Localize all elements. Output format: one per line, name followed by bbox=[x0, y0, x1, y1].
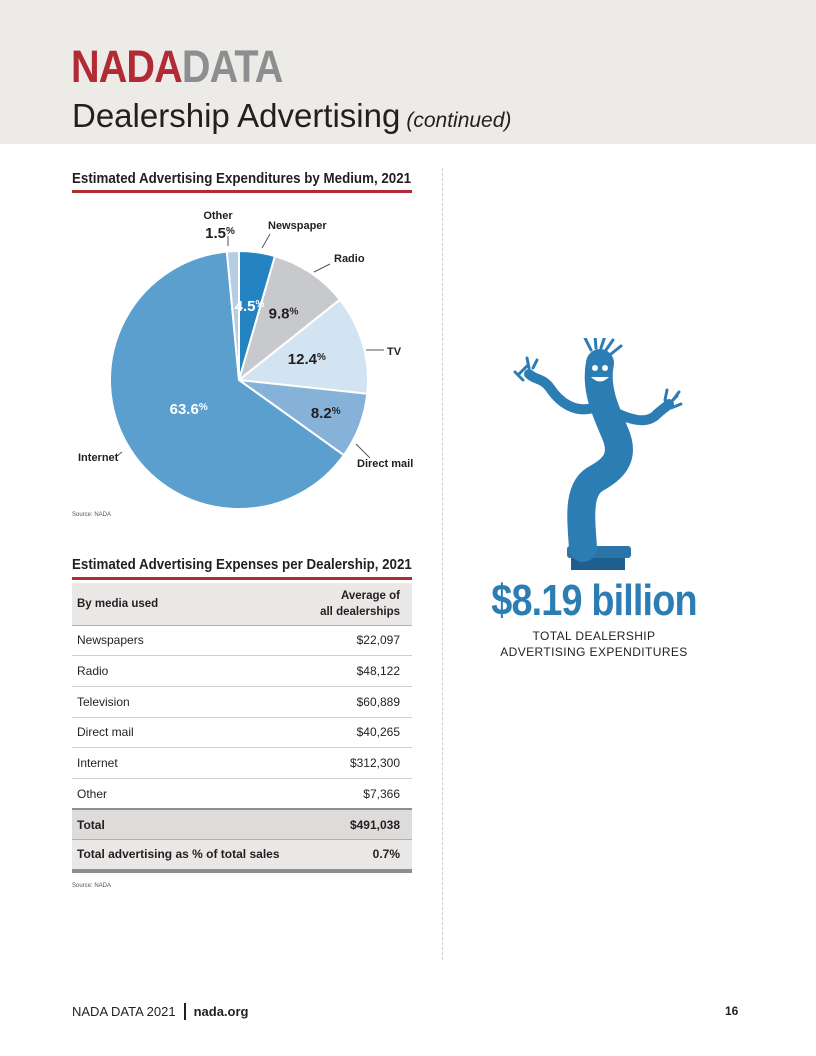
expenses-table bbox=[72, 583, 412, 873]
pie-value-direct-mail: 8.2% bbox=[310, 405, 341, 423]
pct-label: Total advertising as % of total sales bbox=[72, 840, 308, 871]
row-value: $40,265 bbox=[308, 717, 412, 748]
row-label: Newspapers bbox=[72, 625, 308, 656]
page-title-note: (continued) bbox=[406, 109, 512, 132]
total-label: Total bbox=[72, 809, 308, 840]
table-row bbox=[72, 748, 412, 779]
row-value: $312,300 bbox=[308, 748, 412, 779]
page-title bbox=[72, 96, 511, 141]
footer-separator bbox=[184, 1003, 186, 1020]
total-expenditure-caption: TOTAL DEALERSHIP ADVERTISING EXPENDITURES bbox=[500, 629, 688, 659]
pie-label-tv: TV bbox=[387, 346, 402, 358]
footer-url: nada.org bbox=[193, 1004, 249, 1019]
total-value: $491,038 bbox=[308, 809, 412, 840]
leader-line-direct-mail bbox=[356, 444, 370, 458]
inflatable-tube-man-icon bbox=[505, 338, 685, 570]
pie-chart bbox=[60, 200, 420, 510]
footer-publication: NADA DATA 2021 bbox=[72, 1004, 176, 1019]
row-value: $48,122 bbox=[308, 656, 412, 687]
row-label: Other bbox=[72, 778, 308, 809]
table-row bbox=[72, 656, 412, 687]
pie-source: Source: NADA bbox=[72, 512, 112, 518]
header-by-media: By media used bbox=[72, 583, 308, 625]
row-label: Internet bbox=[72, 748, 308, 779]
table-row bbox=[72, 625, 412, 656]
table-header-row bbox=[72, 583, 412, 625]
footer bbox=[72, 1003, 248, 1020]
pie-label-internet: Internet bbox=[78, 452, 119, 464]
pie-label-other: Other bbox=[203, 210, 233, 222]
table-pct-row bbox=[72, 840, 412, 871]
pie-label-radio: Radio bbox=[334, 253, 365, 265]
table-section-rule bbox=[72, 577, 412, 580]
row-value: $7,366 bbox=[308, 778, 412, 809]
table-row bbox=[72, 686, 412, 717]
page-number: 16 bbox=[725, 1004, 739, 1018]
row-value: $60,889 bbox=[308, 686, 412, 717]
pie-value-tv: 12.4% bbox=[287, 351, 326, 369]
total-expenditure-amount: $8.19 billion bbox=[491, 576, 697, 625]
pie-label-direct-mail: Direct mail bbox=[357, 458, 414, 470]
pct-value: 0.7% bbox=[308, 840, 412, 871]
row-label: Television bbox=[72, 686, 308, 717]
pie-section-title: Estimated Advertising Expenditures by Medium, 2021 bbox=[72, 171, 412, 187]
leader-line-radio bbox=[314, 264, 330, 272]
row-label: Direct mail bbox=[72, 717, 308, 748]
row-label: Radio bbox=[72, 656, 308, 687]
leader-line-newspaper bbox=[262, 234, 270, 248]
pie-section-rule bbox=[72, 190, 412, 193]
pie-label-newspaper: Newspaper bbox=[268, 220, 327, 232]
table-source: Source: NADA bbox=[72, 883, 112, 889]
pie-value-newspaper: 4.5% bbox=[234, 297, 265, 315]
nada-data-logo: NADADATA bbox=[71, 41, 283, 92]
pie-value-other: 1.5% bbox=[205, 225, 235, 242]
pie-value-internet: 63.6% bbox=[169, 400, 208, 418]
table-row bbox=[72, 778, 412, 809]
page-title-main: Dealership Advertising bbox=[72, 97, 401, 134]
row-value: $22,097 bbox=[308, 625, 412, 656]
column-divider bbox=[442, 168, 443, 960]
table-total-row bbox=[72, 809, 412, 840]
table-row bbox=[72, 717, 412, 748]
pie-value-radio: 9.8% bbox=[268, 305, 299, 323]
header-average: Average of all dealerships bbox=[308, 583, 412, 625]
table-section-title: Estimated Advertising Expenses per Dealership, 2021 bbox=[72, 557, 412, 573]
